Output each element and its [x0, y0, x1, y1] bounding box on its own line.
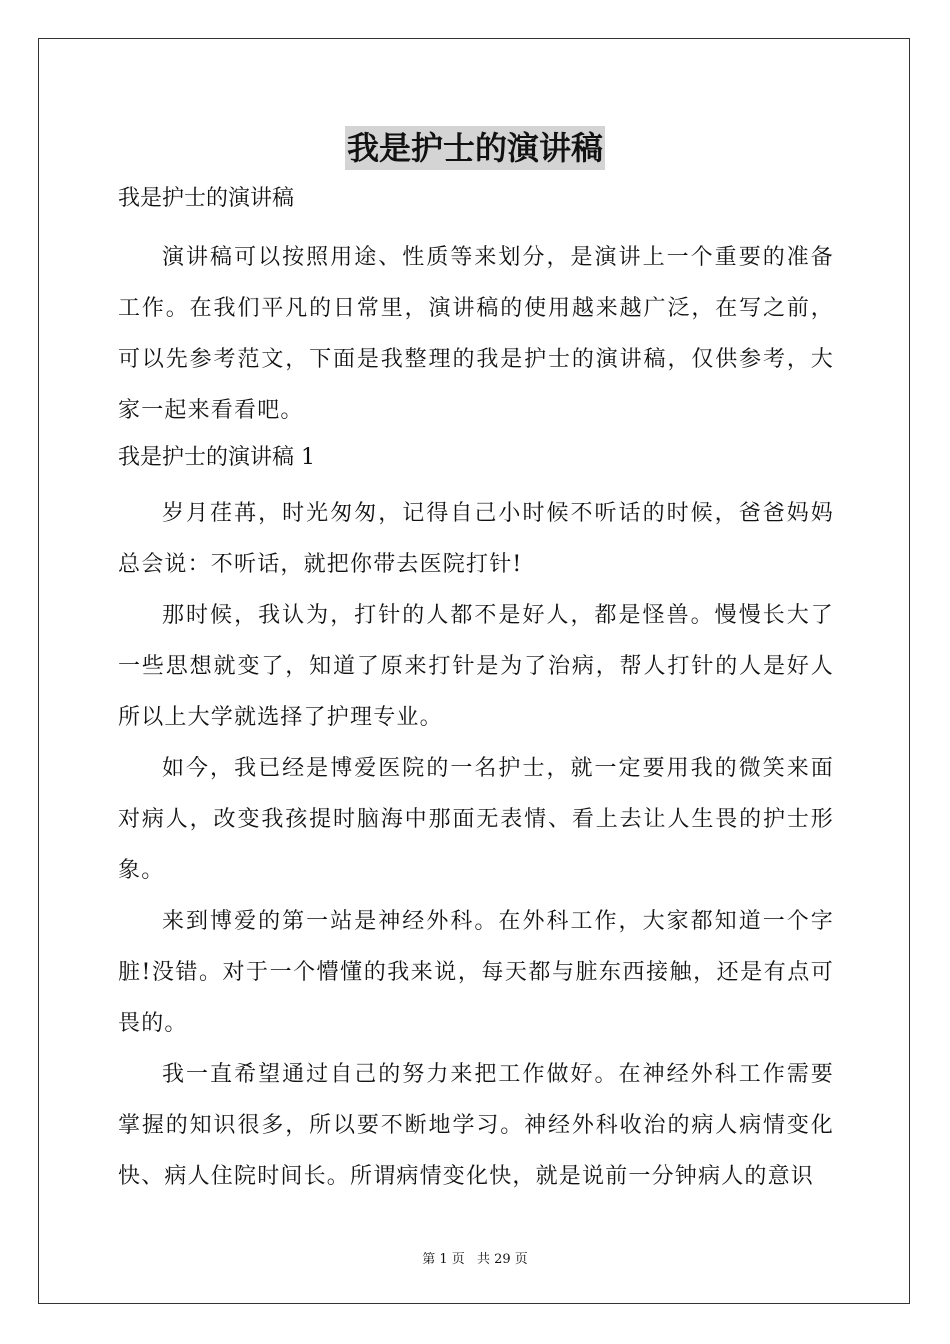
intro-paragraph: 演讲稿可以按照用途、性质等来划分，是演讲上一个重要的准备工作。在我们平凡的日常里，演讲稿的使用越来越广泛，在写之前，可以先参考范文，下面是我整理的我是护士的演讲稿，仅供参考，大家一起来看看吧。 [118, 245, 834, 423]
page-footer [0, 1248, 950, 1267]
document-subtitle: 我是护士的演讲稿 [118, 186, 295, 211]
section-heading: 我是护士的演讲稿 1 [118, 445, 315, 470]
body-paragraph: 我一直希望通过自己的努力来把工作做好。在神经外科工作需要掌握的知识很多，所以要不断地学习。神经外科收治的病人病情变化快、病人住院时间长。所谓病情变化快，就是说前一分钟病人的意识 [118, 1062, 834, 1189]
document-title: 我是护士的演讲稿 [345, 126, 605, 170]
document-body [118, 180, 834, 1202]
body-paragraph: 来到博爱的第一站是神经外科。在外科工作，大家都知道一个字脏!没错。对于一个懵懂的我来说，每天都与脏东西接触，还是有点可畏的。 [118, 909, 834, 1036]
body-paragraph: 岁月荏苒，时光匆匆，记得自己小时候不听话的时候，爸爸妈妈总会说：不听话，就把你带去医院打针! [118, 501, 834, 577]
body-paragraph: 如今，我已经是博爱医院的一名护士，就一定要用我的微笑来面对病人，改变我孩提时脑海中那面无表情、看上去让人生畏的护士形象。 [118, 756, 834, 883]
title-container [0, 126, 950, 170]
page-number-total: 共 29 页 [476, 1252, 528, 1267]
body-paragraph: 那时候，我认为，打针的人都不是好人，都是怪兽。慢慢长大了一些思想就变了，知道了原来打针是为了治病，帮人打针的人是好人所以上大学就选择了护理专业。 [118, 603, 834, 730]
page-number-current: 第 1 页 [422, 1252, 465, 1267]
